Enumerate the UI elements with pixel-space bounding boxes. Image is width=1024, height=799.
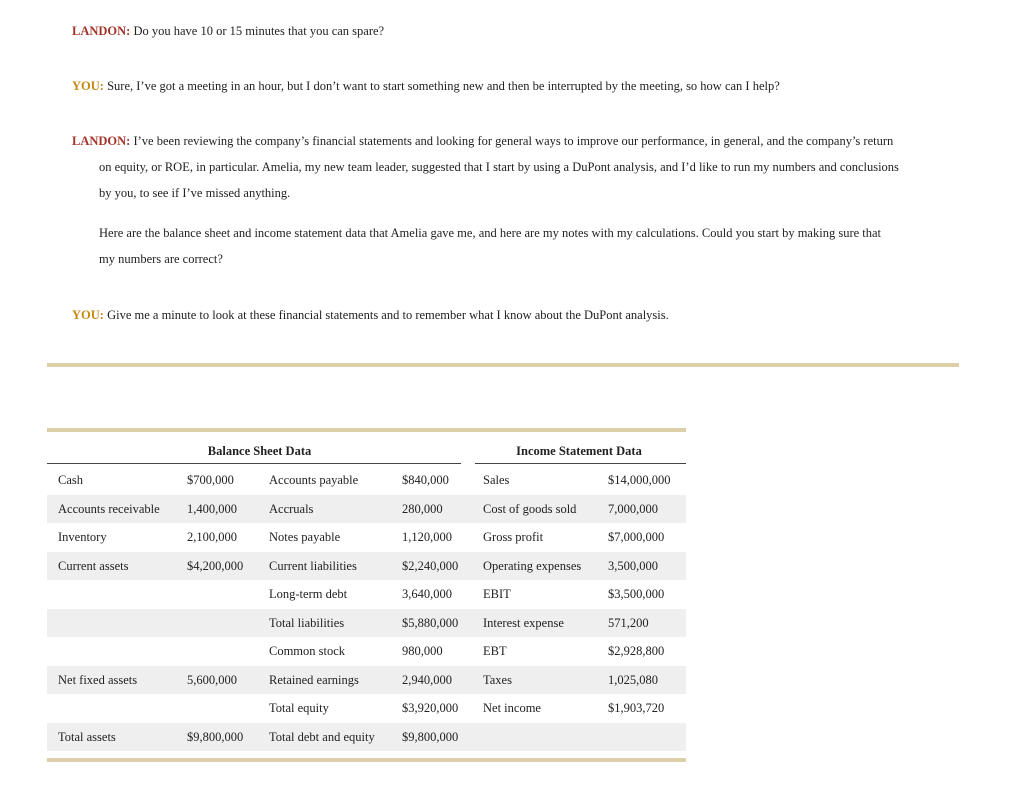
income-label: EBIT: [483, 587, 511, 601]
liability-value: 2,940,000: [402, 672, 452, 687]
liability-value: 280,000: [402, 501, 443, 516]
speaker-label: YOU:: [72, 79, 104, 93]
table-top-rule: [47, 428, 686, 432]
liability-label: Common stock: [269, 644, 346, 658]
liability-label: Total debt and equity: [269, 729, 375, 744]
liability-value: 1,120,000: [402, 530, 452, 544]
liability-label: Accruals: [269, 501, 314, 516]
speaker-label: LANDON:: [72, 134, 131, 148]
table-row: [47, 552, 686, 580]
dialogue-text: Sure, I’ve got a meeting in an hour, but I don’t want to start something new and then be interrupted by the meeting, so how can I help?: [103, 79, 780, 93]
income-label: Gross profit: [483, 530, 544, 544]
asset-value: $9,800,000: [187, 729, 244, 744]
income-value: 1,025,080: [608, 672, 658, 687]
table-row: [47, 666, 686, 694]
income-value: 7,000,000: [608, 501, 658, 516]
table-bottom-rule: [47, 758, 686, 762]
table-row: [47, 523, 686, 551]
liability-value: $5,880,000: [402, 615, 459, 630]
asset-label: Accounts receivable: [58, 501, 160, 516]
income-value: $3,500,000: [608, 587, 665, 601]
income-label: Interest expense: [483, 615, 564, 630]
income-value: $7,000,000: [608, 530, 665, 544]
income-label: Taxes: [483, 672, 512, 687]
asset-label: Current assets: [58, 558, 129, 573]
table-row: [47, 466, 686, 494]
dialogue-text-line: on equity, or ROE, in particular. Amelia, my new team leader, suggested that I start by using a DuPont analysis, and I’d like to run my numbers and conclusions: [99, 160, 899, 174]
dialogue-text-line: by you, to see if I’ve missed anything.: [99, 186, 291, 200]
liability-label: Accounts payable: [269, 473, 359, 487]
dialogue-text-line: my numbers are correct?: [99, 252, 223, 266]
income-value: 3,500,000: [608, 558, 658, 573]
dialogue-text: Give me a minute to look at these financial statements and to remember what I know about the DuPont analysis.: [103, 308, 669, 322]
liability-label: Notes payable: [269, 530, 341, 544]
liability-value: $2,240,000: [402, 558, 459, 573]
table-row: [47, 694, 686, 722]
dialogue-text-line: I’ve been reviewing the company’s financial statements and looking for general ways to improve our performance, in general, and the company’s return: [130, 134, 894, 148]
liability-label: Total liabilities: [269, 615, 345, 630]
liability-value: 3,640,000: [402, 587, 452, 601]
dialogue-landon-1: [72, 18, 952, 44]
section-divider: [47, 363, 959, 367]
dialogue-you-2: [72, 302, 952, 328]
income-label: Cost of goods sold: [483, 501, 577, 516]
income-label: Sales: [483, 473, 510, 487]
balance-sheet-header: Balance Sheet Data: [207, 444, 312, 458]
table-row: [47, 495, 686, 523]
speaker-label: LANDON:: [72, 24, 131, 38]
income-label: EBT: [483, 644, 507, 658]
table-row: [47, 723, 686, 751]
table-row: [47, 580, 686, 608]
income-header-underline: [475, 463, 686, 464]
income-label: Operating expenses: [483, 558, 582, 573]
dialogue-landon-3: [72, 220, 952, 272]
table-row: [47, 609, 686, 637]
asset-label: Total assets: [58, 729, 116, 744]
balance-header-underline: [47, 463, 461, 464]
income-statement-header: Income Statement Data: [516, 444, 642, 458]
asset-value: 5,600,000: [187, 672, 237, 687]
income-value: 571,200: [608, 615, 649, 630]
asset-value: $700,000: [187, 473, 234, 487]
liability-value: $840,000: [402, 473, 449, 487]
asset-value: $4,200,000: [187, 558, 244, 573]
dialogue-text-line: Here are the balance sheet and income statement data that Amelia gave me, and here are my notes with my calculations. Could you start by making sure that: [99, 226, 882, 240]
income-label: Net income: [483, 701, 541, 715]
asset-value: 1,400,000: [187, 501, 237, 516]
asset-label: Net fixed assets: [58, 672, 138, 687]
income-value: $1,903,720: [608, 701, 665, 715]
liability-value: $9,800,000: [402, 729, 459, 744]
liability-label: Total equity: [269, 701, 329, 715]
dialogue-text: Do you have 10 or 15 minutes that you can spare?: [130, 24, 385, 38]
liability-label: Retained earnings: [269, 672, 359, 687]
income-value: $2,928,800: [608, 644, 665, 658]
table-row: [47, 637, 686, 665]
asset-label: Inventory: [58, 530, 107, 544]
liability-label: Long-term debt: [269, 587, 348, 601]
speaker-label: YOU:: [72, 308, 104, 322]
liability-label: Current liabilities: [269, 558, 357, 573]
dialogue-landon-2: [72, 128, 952, 206]
asset-label: Cash: [58, 473, 83, 487]
liability-value: 980,000: [402, 644, 443, 658]
asset-value: 2,100,000: [187, 530, 237, 544]
dialogue-you-1: [72, 73, 952, 99]
income-value: $14,000,000: [608, 473, 671, 487]
liability-value: $3,920,000: [402, 701, 459, 715]
